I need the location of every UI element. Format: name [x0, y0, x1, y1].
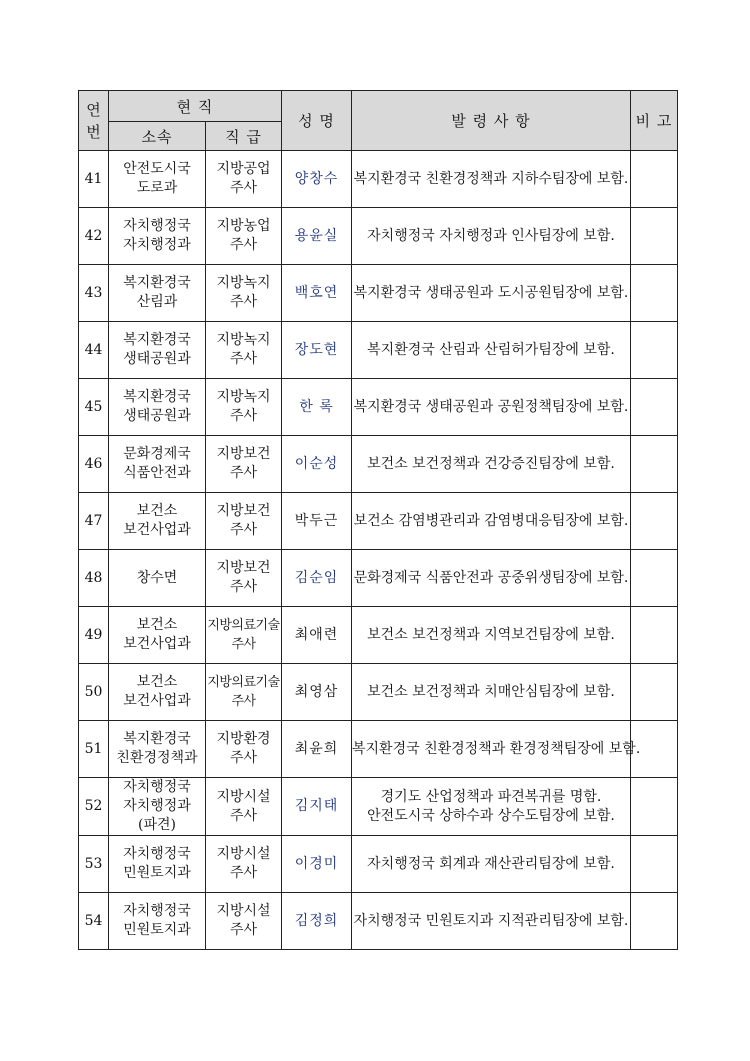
appointment-order [352, 550, 631, 607]
person-name: 최윤희 [282, 721, 352, 778]
rank [206, 607, 282, 664]
department [109, 322, 206, 379]
rank-line: 주사 [229, 351, 258, 367]
department [109, 836, 206, 893]
rank-line: 지방녹지 [216, 275, 271, 291]
table-row [79, 265, 678, 322]
rank-line: 주사 [229, 237, 258, 253]
row-number: 44 [79, 322, 109, 379]
rank-line: 지방보건 [216, 503, 271, 519]
dept-line: 보건소 [136, 674, 178, 690]
order-line: 경기도 산업정책과 파견복귀를 명함. [380, 788, 602, 805]
rank [206, 836, 282, 893]
person-name: 최애련 [282, 607, 352, 664]
dept-line: 생태공원과 [123, 408, 191, 424]
rank-line: 지방공업 [216, 161, 271, 177]
dept-line: 복지환경국 [123, 731, 191, 747]
row-number: 49 [79, 607, 109, 664]
person-name: 용윤실 [282, 208, 352, 265]
row-number: 41 [79, 151, 109, 208]
table-row [79, 322, 678, 379]
department [109, 493, 206, 550]
table-row [79, 493, 678, 550]
table-row [79, 550, 678, 607]
person-name: 장도현 [282, 322, 352, 379]
rank [206, 322, 282, 379]
order-line: 보건소 보건정책과 건강증진팀장에 보함. [367, 455, 615, 472]
rank [206, 208, 282, 265]
header-name: 성 명 [282, 91, 352, 151]
dept-line: 민원토지과 [123, 922, 191, 938]
department [109, 664, 206, 721]
dept-line: 보건사업과 [123, 693, 191, 709]
rank-line: 지방시설 [216, 788, 271, 805]
order-line: 복지환경국 생태공원과 도시공원팀장에 보함. [353, 284, 629, 301]
department [109, 151, 206, 208]
appointment-order [352, 322, 631, 379]
rank-line: 주사 [229, 750, 258, 766]
appointment-order [352, 436, 631, 493]
rank-line: 주사 [229, 294, 258, 310]
order-line: 보건소 보건정책과 치매안심팀장에 보함. [367, 683, 615, 700]
order-line: 복지환경국 산림과 산림허가팀장에 보함. [367, 341, 615, 358]
department [109, 893, 206, 950]
appointment-order [352, 151, 631, 208]
table-row [79, 664, 678, 721]
remarks [631, 836, 678, 893]
dept-line: 자치행정과 [123, 798, 191, 814]
rank-line: 지방보건 [216, 446, 271, 462]
department [109, 265, 206, 322]
remarks [631, 664, 678, 721]
department [109, 721, 206, 778]
person-name: 한 록 [282, 379, 352, 436]
table-row [79, 721, 678, 778]
rank-line: 주사 [229, 180, 258, 196]
department [109, 607, 206, 664]
department [109, 208, 206, 265]
appointment-order [352, 607, 631, 664]
dept-line: 복지환경국 [123, 332, 191, 348]
remarks [631, 208, 678, 265]
appointment-order [352, 664, 631, 721]
table-row [79, 436, 678, 493]
dept-line: 창수면 [136, 569, 178, 586]
table-row [79, 836, 678, 893]
table-row [79, 379, 678, 436]
order-line: 보건소 감염병관리과 감염병대응팀장에 보함. [353, 512, 629, 529]
rank-line: 주사 [229, 465, 258, 481]
dept-line: 안전도시국 [123, 161, 191, 177]
remarks [631, 379, 678, 436]
rank [206, 379, 282, 436]
rank-line: 지방시설 [216, 903, 271, 919]
rank-line: 지방시설 [216, 846, 271, 862]
person-name: 김정희 [282, 893, 352, 950]
header-current-post: 현 직 [109, 91, 282, 122]
order-line: 복지환경국 친환경정책과 지하수팀장에 보함. [353, 170, 629, 187]
person-name: 이경미 [282, 836, 352, 893]
rank-line: 주사 [229, 408, 258, 424]
rank-line: 주사 [229, 579, 258, 595]
dept-line: 식품안전과 [123, 465, 191, 481]
order-line: 자치행정국 회계과 재산관리팀장에 보함. [367, 855, 615, 872]
order-line: 보건소 보건정책과 지역보건팀장에 보함. [367, 626, 615, 643]
rank-line: 지방의료기술 [207, 618, 280, 633]
row-number: 46 [79, 436, 109, 493]
person-name: 이순성 [282, 436, 352, 493]
dept-line: 산림과 [136, 294, 178, 310]
appointment-order [352, 208, 631, 265]
dept-line: 자치행정과 [123, 237, 191, 253]
rank-line: 주사 [229, 865, 258, 881]
row-number: 51 [79, 721, 109, 778]
order-line: 자치행정국 자치행정과 인사팀장에 보함. [367, 227, 615, 244]
row-number: 52 [79, 778, 109, 836]
table-row [79, 778, 678, 836]
personnel-order-table [78, 90, 678, 950]
appointment-order [352, 379, 631, 436]
remarks [631, 493, 678, 550]
table-row [79, 893, 678, 950]
appointment-order [352, 778, 631, 836]
appointment-order [352, 721, 641, 778]
dept-line: 자치행정국 [123, 779, 191, 795]
rank [206, 151, 282, 208]
remarks [631, 151, 678, 208]
dept-line: 복지환경국 [123, 275, 191, 291]
rank-line: 지방보건 [216, 560, 271, 576]
rank-line: 주사 [229, 922, 258, 938]
remarks [631, 893, 678, 950]
rank [206, 436, 282, 493]
rank-line: 주사 [231, 694, 256, 709]
person-name: 양창수 [282, 151, 352, 208]
rank [206, 778, 282, 836]
order-line: 복지환경국 친환경정책과 환경정책팀장에 보함. [352, 740, 641, 757]
table-body [79, 151, 678, 950]
row-number: 50 [79, 664, 109, 721]
appointment-order [352, 493, 631, 550]
dept-line: 복지환경국 [123, 389, 191, 405]
order-line: 복지환경국 생태공원과 공원정책팀장에 보함. [353, 398, 629, 415]
rank [206, 664, 282, 721]
appointment-order [352, 893, 631, 950]
order-line: 자치행정국 민원토지과 지적관리팀장에 보함. [353, 912, 629, 929]
dept-line: 자치행정국 [123, 846, 191, 862]
rank-line: 지방녹지 [216, 389, 271, 405]
person-name: 박두근 [282, 493, 352, 550]
table-row [79, 208, 678, 265]
dept-line: 도로과 [136, 180, 178, 196]
header-rank: 직 급 [206, 122, 282, 151]
rank-line: 지방농업 [216, 218, 271, 234]
rank [206, 550, 282, 607]
dept-line: 보건사업과 [123, 522, 191, 538]
rank-line: 주사 [229, 807, 258, 824]
department [109, 778, 206, 836]
dept-line: 자치행정국 [123, 218, 191, 234]
dept-line: 생태공원과 [123, 351, 191, 367]
order-line: 문화경제국 식품안전과 공중위생팀장에 보함. [353, 569, 629, 586]
dept-line: 친환경정책과 [116, 750, 198, 766]
rank [206, 893, 282, 950]
rank [206, 721, 282, 778]
appointment-order [352, 265, 631, 322]
rank-line: 지방의료기술 [207, 675, 280, 690]
rank-line: 지방환경 [216, 731, 271, 747]
header-remarks: 비 고 [631, 91, 678, 151]
dept-line: 민원토지과 [123, 865, 191, 881]
department [109, 436, 206, 493]
dept-line: 보건사업과 [123, 636, 191, 652]
header-no [79, 91, 109, 151]
rank-line: 주사 [229, 522, 258, 538]
remarks [631, 265, 678, 322]
remarks [631, 322, 678, 379]
remarks [631, 436, 678, 493]
header-dept: 소속 [109, 122, 206, 151]
dept-line: 보건소 [136, 503, 178, 519]
row-number: 45 [79, 379, 109, 436]
table-row [79, 151, 678, 208]
row-number: 42 [79, 208, 109, 265]
dept-line: 문화경제국 [123, 446, 191, 462]
person-name: 백호연 [282, 265, 352, 322]
rank-line: 지방녹지 [216, 332, 271, 348]
row-number: 53 [79, 836, 109, 893]
person-name: 김지태 [282, 778, 352, 836]
table-row [79, 607, 678, 664]
row-number: 43 [79, 265, 109, 322]
person-name: 최영삼 [282, 664, 352, 721]
row-number: 47 [79, 493, 109, 550]
rank [206, 265, 282, 322]
row-number: 48 [79, 550, 109, 607]
appointment-order [352, 836, 631, 893]
rank-line: 주사 [231, 637, 256, 652]
header-order: 발 령 사 항 [352, 91, 631, 151]
header-no-label: 연 번 [86, 100, 101, 141]
remarks [631, 607, 678, 664]
department [109, 379, 206, 436]
order-line: 안전도시국 상하수과 상수도팀장에 보함. [367, 807, 615, 824]
dept-line: 보건소 [136, 617, 178, 633]
remarks [631, 550, 678, 607]
row-number: 54 [79, 893, 109, 950]
rank [206, 493, 282, 550]
remarks [631, 778, 678, 836]
department [109, 550, 206, 607]
person-name: 김순임 [282, 550, 352, 607]
dept-line: (파견) [138, 817, 176, 833]
dept-line: 자치행정국 [123, 903, 191, 919]
